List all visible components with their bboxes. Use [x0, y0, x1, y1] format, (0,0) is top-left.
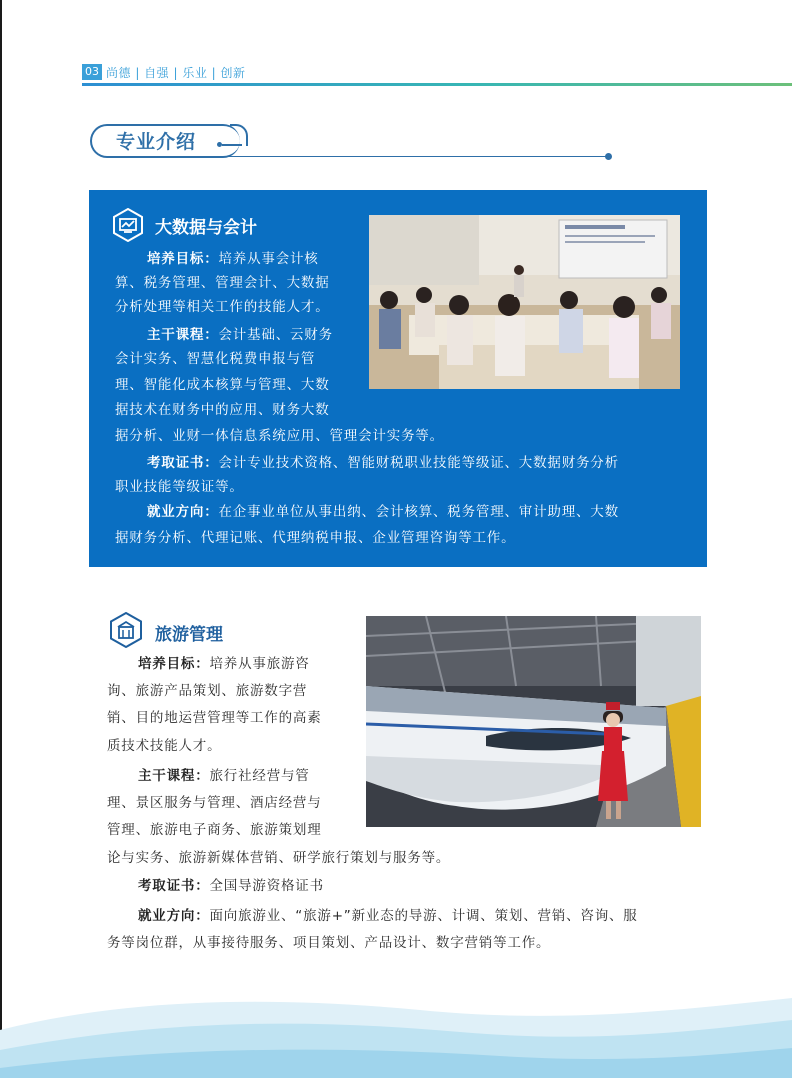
- major1-course-line1: [147, 323, 333, 347]
- major1-goal-line3: 分析处理等相关工作的技能人才。: [115, 299, 330, 315]
- major1-goal-text: 培养从事会计核: [218, 251, 319, 267]
- page-header: [82, 63, 246, 81]
- major1-career-text: 在企事业单位从事出纳、会计核算、税务管理、审计助理、大数: [218, 504, 619, 520]
- major1-cert-line1: [147, 451, 619, 475]
- major2-cert-line1: [138, 874, 324, 898]
- major2-course-line3: 管理、旅游电子商务、旅游策划理: [107, 822, 322, 838]
- left-edge-rule: [0, 0, 2, 1078]
- major2-goal-line1: [138, 652, 310, 676]
- major1-course-text: 会计基础、云财务: [218, 327, 333, 343]
- major2-goal-line3: 销、目的地运营管理等工作的高素: [107, 710, 322, 726]
- major1-career-line1: [147, 500, 619, 524]
- major2-career-label: 就业方向：: [138, 908, 210, 924]
- major1-cert-label: 考取证书：: [147, 455, 219, 471]
- major2-course-line4: 论与实务、旅游新媒体营销、研学旅行策划与服务等。: [107, 850, 451, 866]
- chart-board-icon: [111, 208, 145, 242]
- major2-goal-label: 培养目标：: [138, 656, 210, 672]
- major2-goal-line2: 询、旅游产品策划、旅游数字营: [107, 683, 308, 699]
- major1-cert-text: 会计专业技术资格、智能财税职业技能等级证、大数据财务分析: [218, 455, 619, 471]
- major1-goal-line1: [147, 247, 319, 271]
- major2-goal-line4: 质技术技能人才。: [107, 738, 222, 754]
- building-icon: [108, 612, 144, 648]
- major1-goal-label: 培养目标：: [147, 251, 219, 267]
- major2-career-text: 面向旅游业、“旅游+”新业态的导游、计调、策划、营销、咨询、服: [209, 908, 638, 924]
- major2-career-line1: [138, 904, 638, 928]
- header-gradient-line: [82, 83, 792, 86]
- bottom-wave-decoration: [0, 990, 792, 1078]
- major2-course-line2: 理、景区服务与管理、酒店经营与: [107, 795, 322, 811]
- major1-career-line2: 据财务分析、代理记账、代理纳税申报、企业管理咨询等工作。: [115, 530, 516, 546]
- major1-course-line2: 会计实务、智慧化税费申报与管: [115, 351, 316, 367]
- major2-goal-text: 培养从事旅游咨: [209, 656, 310, 672]
- section-underline-end-dot: [605, 153, 612, 160]
- major1-cert-line2: 职业技能等级证等。: [115, 479, 244, 495]
- page-number: 03: [82, 64, 102, 80]
- major1-career-label: 就业方向：: [147, 504, 219, 520]
- major2-course-text: 旅行社经营与管: [209, 768, 310, 784]
- major1-course-line4: 据技术在财务中的应用、财务大数: [115, 402, 330, 418]
- major2-cert-label: 考取证书：: [138, 878, 210, 894]
- section-underline: [115, 156, 607, 157]
- classroom-photo: [369, 215, 680, 389]
- major2-career-line2: 务等岗位群，从事接待服务、项目策划、产品设计、数字营销等工作。: [107, 935, 551, 951]
- major2-course-label: 主干课程：: [138, 768, 210, 784]
- major1-goal-line2: 算、税务管理、管理会计、大数据: [115, 275, 330, 291]
- train-photo: [366, 616, 701, 827]
- section-title-hook: [222, 144, 242, 146]
- major1-title: 大数据与会计: [155, 218, 257, 238]
- school-motto: 尚德 | 自强 | 乐业 | 创新: [106, 65, 246, 80]
- major2-title: 旅游管理: [155, 625, 223, 645]
- major1-course-line5: 据分析、业财一体信息系统应用、管理会计实务等。: [115, 428, 444, 444]
- major2-course-line1: [138, 764, 310, 788]
- major1-course-line3: 理、智能化成本核算与管理、大数: [115, 377, 330, 393]
- major2-cert-text: 全国导游资格证书: [209, 878, 324, 894]
- major1-course-label: 主干课程：: [147, 327, 219, 343]
- section-title: 专业介绍: [116, 131, 197, 153]
